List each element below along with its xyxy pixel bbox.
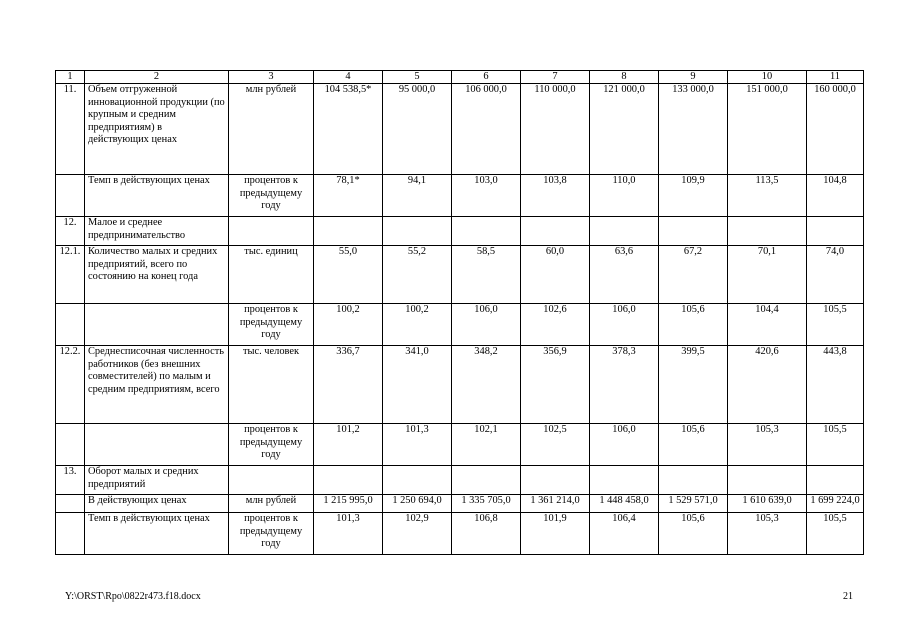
value-cell: 105,3 (728, 513, 807, 555)
value-cell (383, 466, 452, 495)
value-cell: 103,0 (452, 175, 521, 217)
indicator-name: Количество малых и средних предприятий, всего по состоянию на конец года (85, 246, 229, 304)
unit-cell: процентов к предыдущему году (229, 175, 314, 217)
value-cell: 101,3 (383, 424, 452, 466)
column-number: 7 (521, 71, 590, 84)
value-cell: 151 000,0 (728, 84, 807, 175)
value-cell: 70,1 (728, 246, 807, 304)
value-cell: 60,0 (521, 246, 590, 304)
value-cell: 133 000,0 (659, 84, 728, 175)
indicators-table (55, 70, 864, 555)
value-cell: 105,5 (807, 304, 864, 346)
indicator-name: Малое и среднее предпринимательство (85, 217, 229, 246)
value-cell: 104 538,5* (314, 84, 383, 175)
unit-cell: процентов к предыдущему году (229, 304, 314, 346)
value-cell: 104,8 (807, 175, 864, 217)
table-row (56, 84, 864, 175)
value-cell: 356,9 (521, 346, 590, 424)
value-cell (452, 466, 521, 495)
indicator-name: Объем отгруженной инновационной продукции (по крупным и средним предприятиям) в действующих ценах (85, 84, 229, 175)
value-cell: 105,6 (659, 424, 728, 466)
value-cell: 109,9 (659, 175, 728, 217)
row-number (56, 495, 85, 513)
indicator-name: Среднесписочная численность работников (без внешних совместителей) по малым и средним предприятиям, всего (85, 346, 229, 424)
unit-cell: тыс. человек (229, 346, 314, 424)
value-cell: 55,0 (314, 246, 383, 304)
row-number (56, 175, 85, 217)
value-cell (521, 466, 590, 495)
value-cell: 106,4 (590, 513, 659, 555)
value-cell: 100,2 (383, 304, 452, 346)
column-number: 1 (56, 71, 85, 84)
unit-cell: млн рублей (229, 84, 314, 175)
indicator-name: Темп в действующих ценах (85, 513, 229, 555)
value-cell: 102,5 (521, 424, 590, 466)
table-row (56, 495, 864, 513)
value-cell: 399,5 (659, 346, 728, 424)
indicator-name: Темп в действующих ценах (85, 175, 229, 217)
value-cell: 102,9 (383, 513, 452, 555)
value-cell: 63,6 (590, 246, 659, 304)
indicator-name: В действующих ценах (85, 495, 229, 513)
indicator-name (85, 424, 229, 466)
value-cell: 101,2 (314, 424, 383, 466)
value-cell: 1 610 639,0 (728, 495, 807, 513)
row-number: 12.2. (56, 346, 85, 424)
value-cell: 1 699 224,0 (807, 495, 864, 513)
value-cell: 101,3 (314, 513, 383, 555)
unit-cell (229, 466, 314, 495)
value-cell: 378,3 (590, 346, 659, 424)
value-cell: 348,2 (452, 346, 521, 424)
value-cell: 443,8 (807, 346, 864, 424)
value-cell: 110 000,0 (521, 84, 590, 175)
unit-cell: тыс. единиц (229, 246, 314, 304)
value-cell (659, 217, 728, 246)
value-cell: 74,0 (807, 246, 864, 304)
value-cell: 102,1 (452, 424, 521, 466)
table-row (56, 466, 864, 495)
value-cell: 1 361 214,0 (521, 495, 590, 513)
table-row (56, 217, 864, 246)
file-path: Y:\ORST\Rpo\0822r473.f18.docx (65, 591, 201, 602)
value-cell: 104,4 (728, 304, 807, 346)
row-number: 12. (56, 217, 85, 246)
value-cell: 160 000,0 (807, 84, 864, 175)
value-cell (807, 217, 864, 246)
value-cell (452, 217, 521, 246)
row-number: 11. (56, 84, 85, 175)
column-number: 4 (314, 71, 383, 84)
table-row (56, 175, 864, 217)
indicator-name: Оборот малых и средних предприятий (85, 466, 229, 495)
value-cell: 105,6 (659, 304, 728, 346)
column-number: 6 (452, 71, 521, 84)
column-number: 3 (229, 71, 314, 84)
column-number: 8 (590, 71, 659, 84)
indicator-name (85, 304, 229, 346)
value-cell: 67,2 (659, 246, 728, 304)
value-cell: 102,6 (521, 304, 590, 346)
value-cell: 336,7 (314, 346, 383, 424)
table-row (56, 246, 864, 304)
value-cell: 100,2 (314, 304, 383, 346)
row-number (56, 513, 85, 555)
row-number: 13. (56, 466, 85, 495)
row-number (56, 424, 85, 466)
value-cell (807, 466, 864, 495)
value-cell: 105,3 (728, 424, 807, 466)
unit-cell (229, 217, 314, 246)
value-cell: 55,2 (383, 246, 452, 304)
value-cell: 1 250 694,0 (383, 495, 452, 513)
value-cell (659, 466, 728, 495)
table-row (56, 513, 864, 555)
value-cell: 58,5 (452, 246, 521, 304)
column-number: 5 (383, 71, 452, 84)
value-cell: 1 448 458,0 (590, 495, 659, 513)
column-number: 10 (728, 71, 807, 84)
value-cell: 106,0 (452, 304, 521, 346)
row-number: 12.1. (56, 246, 85, 304)
value-cell: 1 335 705,0 (452, 495, 521, 513)
column-number: 2 (85, 71, 229, 84)
value-cell (590, 217, 659, 246)
value-cell: 105,5 (807, 424, 864, 466)
value-cell: 121 000,0 (590, 84, 659, 175)
header-row (56, 71, 864, 84)
table-row (56, 304, 864, 346)
value-cell: 113,5 (728, 175, 807, 217)
value-cell: 106 000,0 (452, 84, 521, 175)
value-cell: 1 215 995,0 (314, 495, 383, 513)
value-cell: 105,6 (659, 513, 728, 555)
value-cell: 110,0 (590, 175, 659, 217)
page-number: 21 (843, 591, 853, 602)
value-cell (383, 217, 452, 246)
value-cell (314, 466, 383, 495)
value-cell: 95 000,0 (383, 84, 452, 175)
value-cell: 1 529 571,0 (659, 495, 728, 513)
value-cell: 105,5 (807, 513, 864, 555)
value-cell: 94,1 (383, 175, 452, 217)
table-row (56, 424, 864, 466)
value-cell: 101,9 (521, 513, 590, 555)
unit-cell: млн рублей (229, 495, 314, 513)
value-cell (590, 466, 659, 495)
value-cell: 341,0 (383, 346, 452, 424)
value-cell: 106,0 (590, 304, 659, 346)
row-number (56, 304, 85, 346)
value-cell (314, 217, 383, 246)
value-cell: 420,6 (728, 346, 807, 424)
value-cell (728, 217, 807, 246)
table-row (56, 346, 864, 424)
unit-cell: процентов к предыдущему году (229, 424, 314, 466)
column-number: 9 (659, 71, 728, 84)
table-body (56, 71, 864, 555)
value-cell (521, 217, 590, 246)
column-number: 11 (807, 71, 864, 84)
value-cell: 106,8 (452, 513, 521, 555)
value-cell (728, 466, 807, 495)
unit-cell: процентов к предыдущему году (229, 513, 314, 555)
value-cell: 106,0 (590, 424, 659, 466)
value-cell: 78,1* (314, 175, 383, 217)
value-cell: 103,8 (521, 175, 590, 217)
